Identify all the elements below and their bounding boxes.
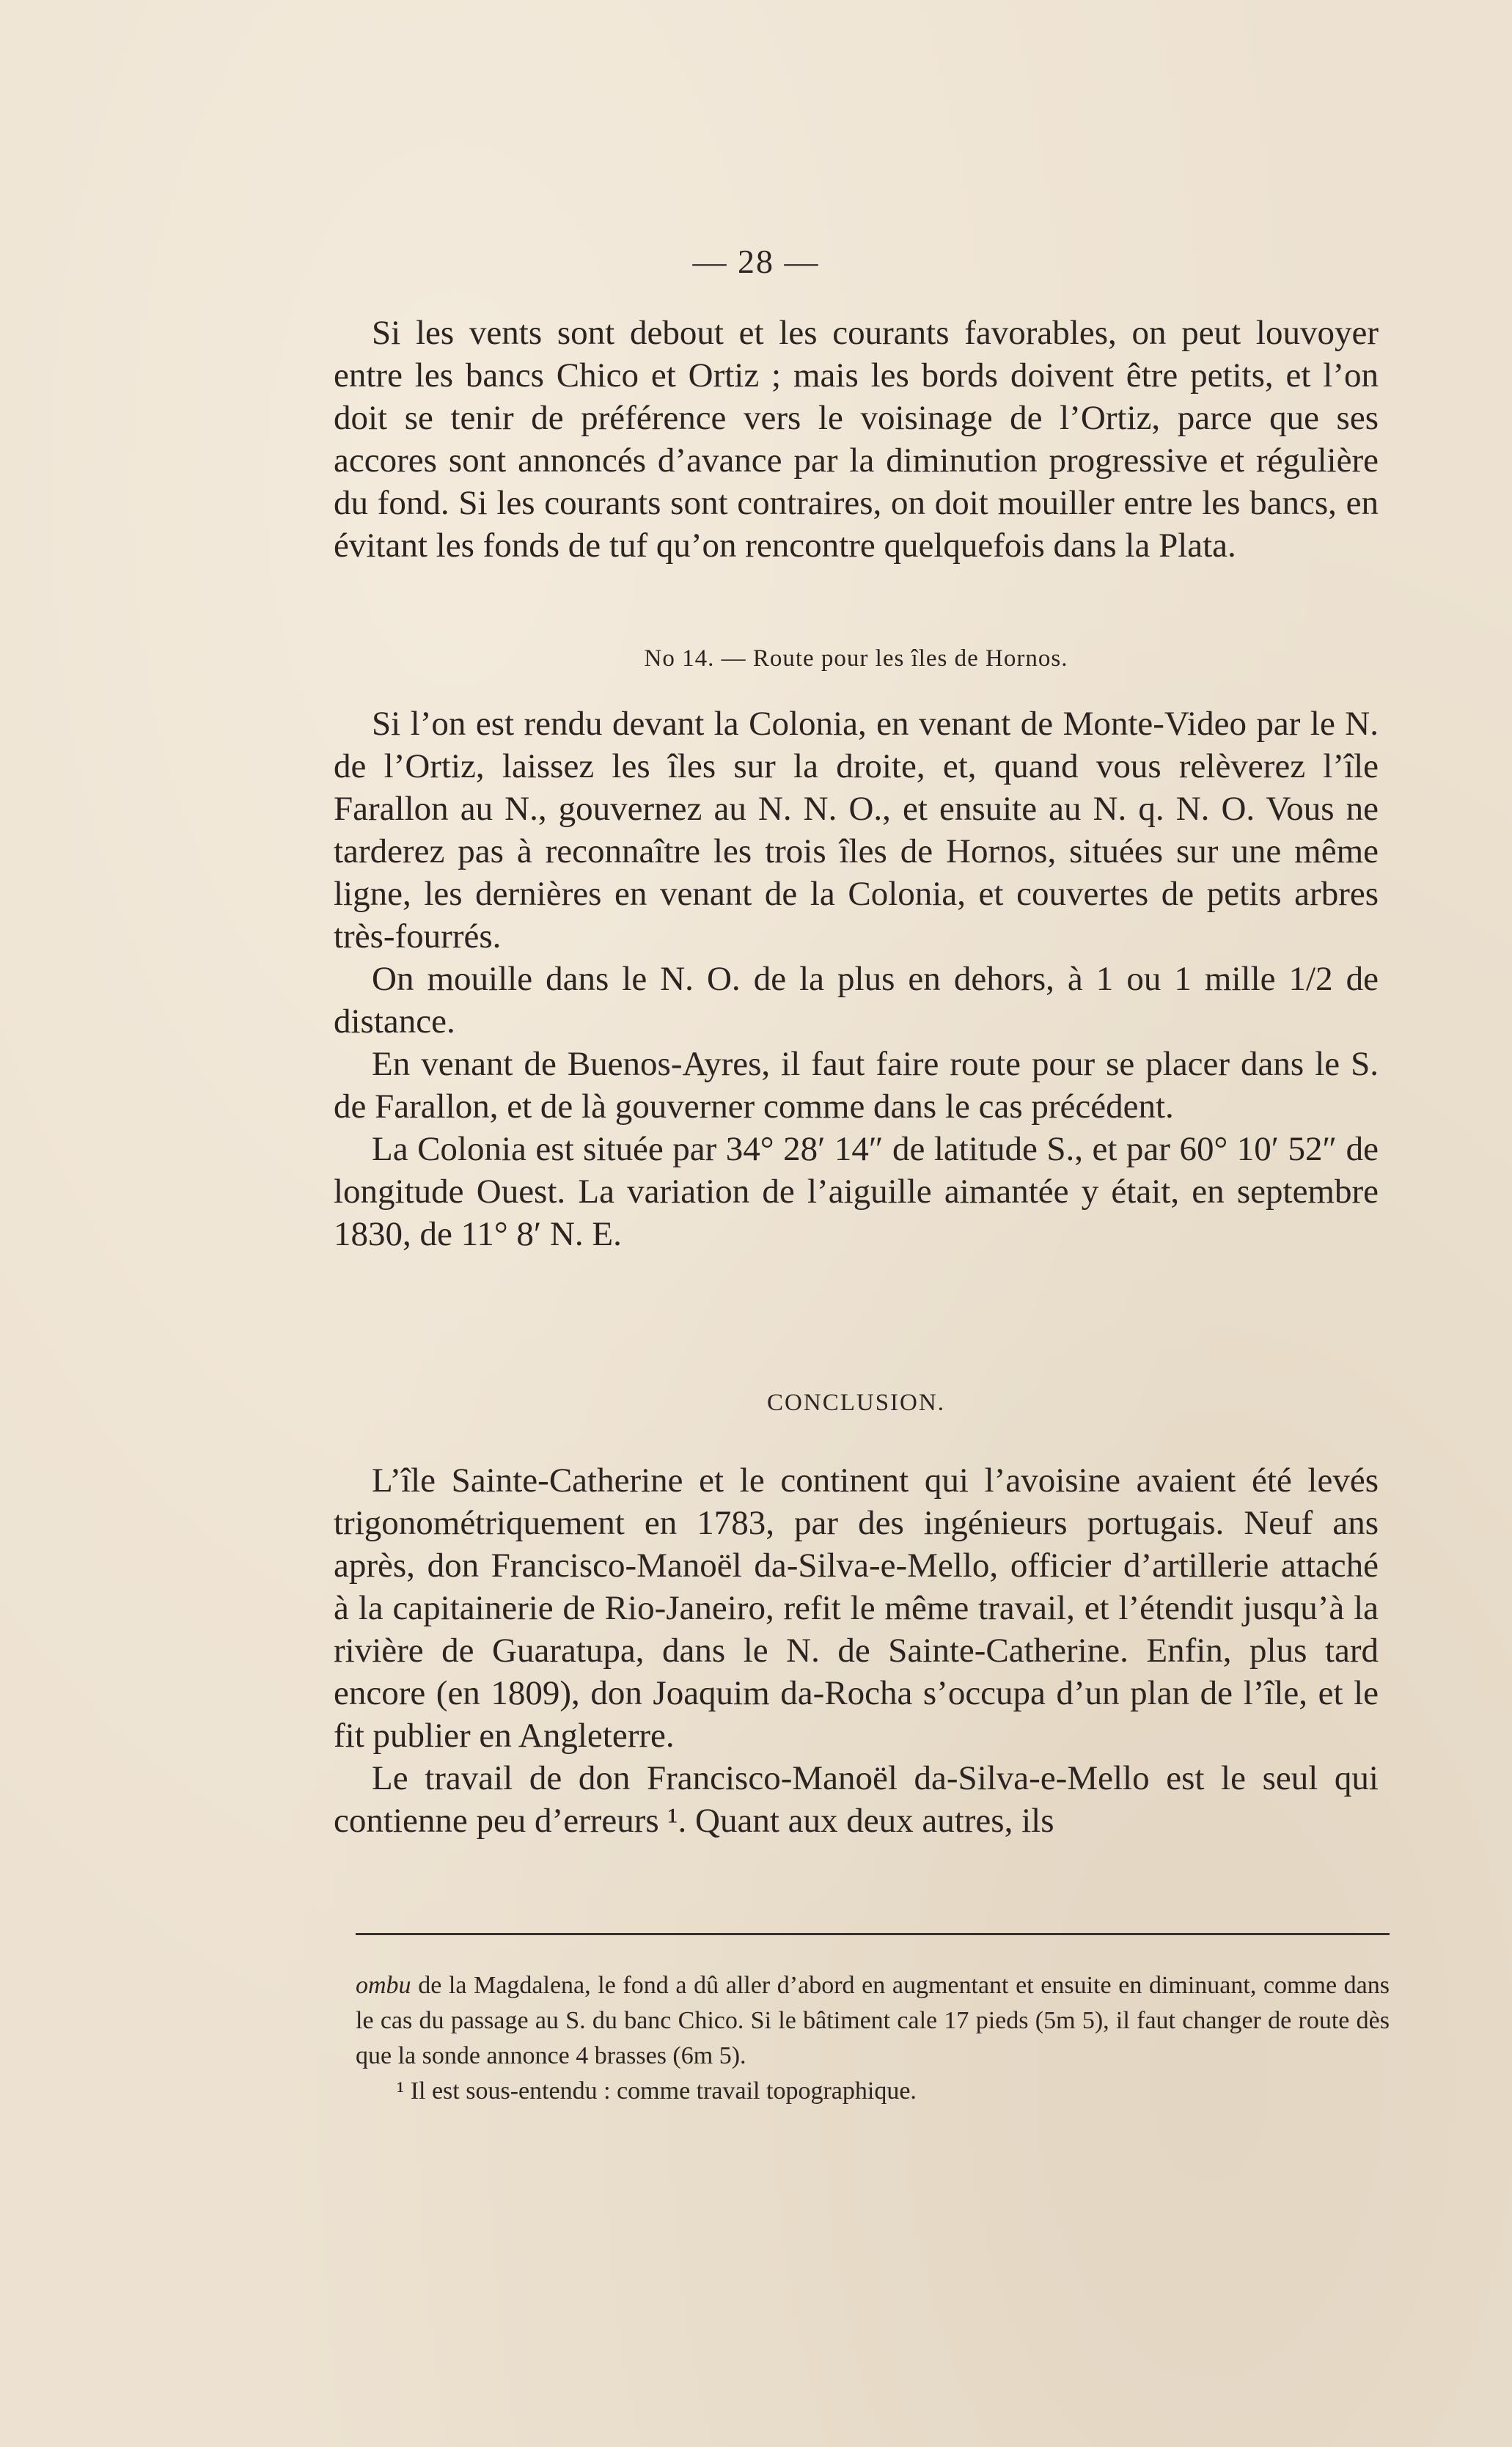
paragraph-5-text: La Colonia est située par 34° 28′ 14″ de latitude S., et par 60° 10′ 52″ de longitude Ouest. La variation de l’aiguille aimantée y était, en septembre 1830, de 11° 8′ N. E. (334, 1130, 1379, 1253)
paragraph-1-text: Si les vents sont debout et les courants favorables, on peut louvoyer entre les bancs Chico et Ortiz ; mais les bords doivent être petits, et l’on doit se tenir de préférence vers le voisinage de l’Ortiz, parce que ses accores sont annoncés d’avance par la diminution progressive et régulière du fond. Si les courants sont contraires, on doit mouiller entre les bancs, en évitant les fonds de tuf qu’on rencontre quelquefois dans la Plata. (334, 314, 1379, 565)
footnote-continuation (356, 1968, 1390, 2074)
footnote-separator (356, 1933, 1390, 1935)
paragraph-winds (334, 312, 1379, 567)
paragraph-4-text: En venant de Buenos-Ayres, il faut faire route pour se placer dans le S. de Farallon, et de là gouverner comme dans le cas précédent. (334, 1045, 1379, 1126)
paragraph-colonia-route (334, 702, 1379, 1255)
paragraph-text (334, 312, 1379, 567)
paragraph-text (334, 1128, 1379, 1255)
footnote-continuation-text: de la Magdalena, le fond a dû aller d’abord en augmentant et ensuite en diminuant, comme dans le cas du passage au S. du banc Chico. Si le bâtiment cale 17 pieds (5m 5), il faut changer de route dès que la sonde annonce 4 brasses (6m 5). (356, 1972, 1390, 2069)
paragraph-2-text: Si l’on est rendu devant la Colonia, en venant de Monte-Video par le N. de l’Ortiz, laissez les îles sur la droite, et, quand vous relèverez l’île Farallon au N., gouvernez au N. N. O., et ensuite au N. q. N. O. Vous ne tarderez pas à reconnaître les trois îles de Hornos, situées sur une même ligne, les dernières en venant de la Colonia, et couvertes de petits arbres très-fourrés. (334, 705, 1379, 955)
footnote-italic-word: ombu (356, 1972, 411, 1999)
footnote-1 (356, 2074, 1390, 2109)
paragraph-text (334, 1757, 1379, 1842)
footnote-1-text: ¹ Il est sous-entendu : comme travail topographique. (397, 2077, 917, 2105)
paragraph-text (334, 702, 1379, 958)
paragraph-3-text: On mouille dans le N. O. de la plus en dehors, à 1 ou 1 mille 1/2 de distance. (334, 960, 1379, 1041)
paragraph-text (334, 958, 1379, 1043)
paragraph-text (334, 1043, 1379, 1128)
paragraph-text (334, 1459, 1379, 1757)
page-number: — 28 — (692, 243, 820, 280)
footnotes (356, 1968, 1390, 2109)
paragraph-conclusion (334, 1459, 1379, 1842)
paragraph-6-text: L’île Sainte-Catherine et le continent qui l’avoisine avaient été levés trigonométriquement en 1783, par des ingénieurs portugais. Neuf ans après, don Francisco-Manoël da-Silva-e-Mello, officier d’artillerie attaché à la capitainerie de Rio-Janeiro, refit le même travail, et l’étendit jusqu’à la rivière de Guaratupa, dans le N. de Sainte-Catherine. Enfin, plus tard encore (en 1809), don Joaquim da-Rocha s’occupa d’un plan de l’île, et le fit publier en Angleterre. (334, 1461, 1379, 1755)
conclusion-heading: CONCLUSION. (767, 1390, 945, 1416)
paragraph-7-text: Le travail de don Francisco-Manoël da-Silva-e-Mello est le seul qui contienne peu d’erreurs ¹. Quant aux deux autres, ils (334, 1759, 1379, 1840)
section-14-heading: No 14. — Route pour les îles de Hornos. (644, 645, 1068, 672)
